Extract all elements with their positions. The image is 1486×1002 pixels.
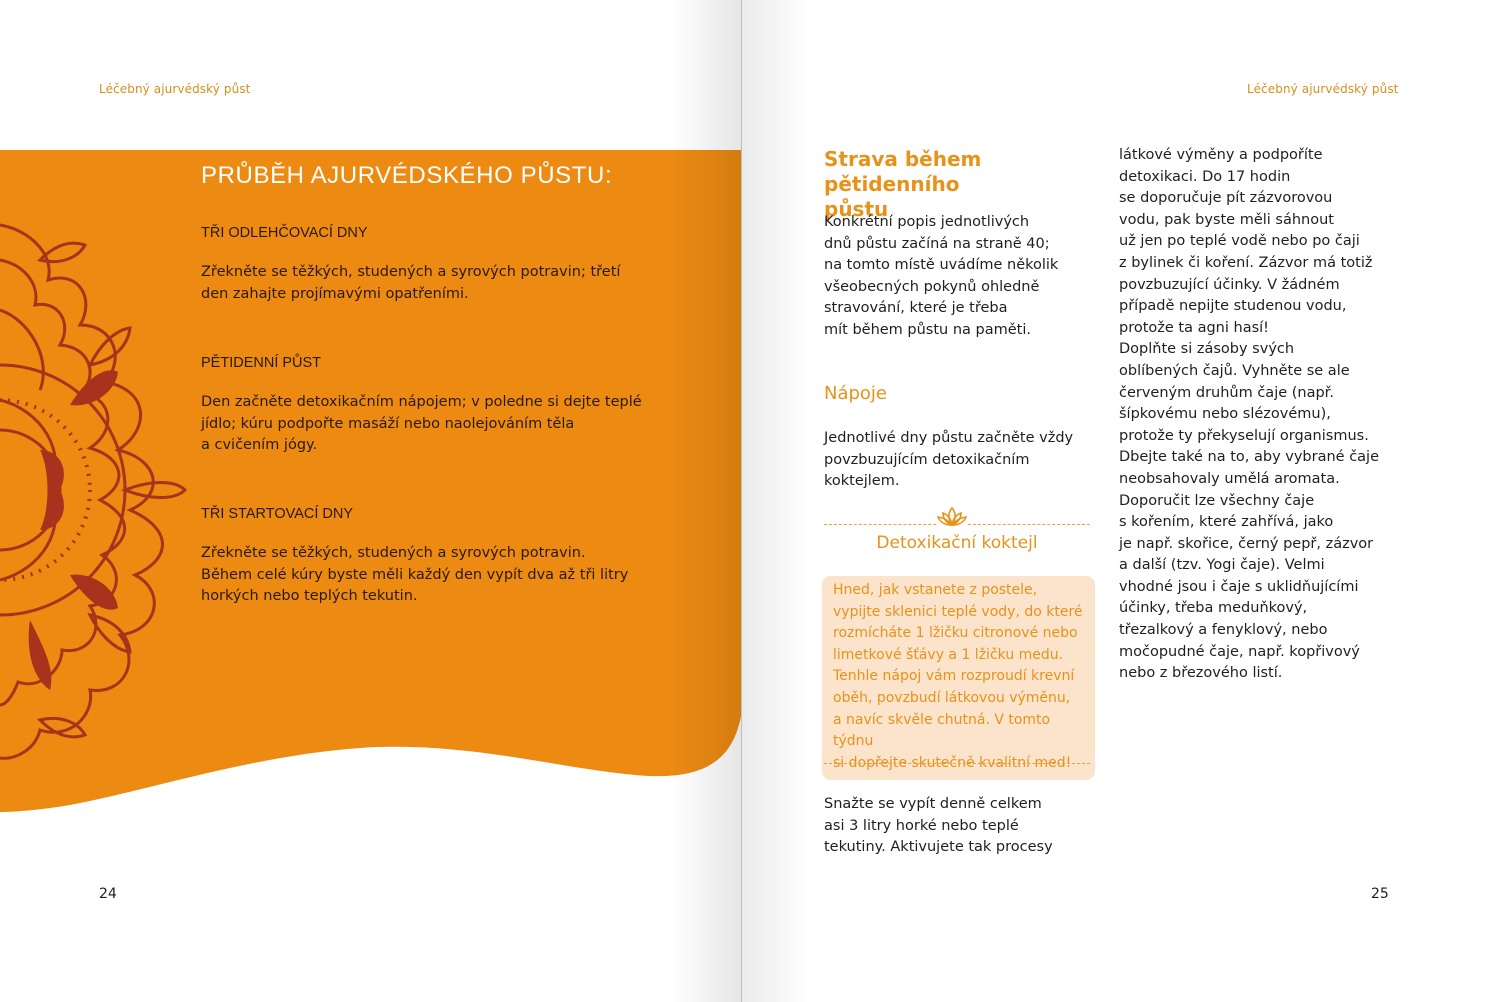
- text-line: neobsahovaly umělá aromata.: [1119, 470, 1340, 487]
- subheading: Nápoje: [824, 383, 888, 404]
- text-line: si dopřejte skutečně kvalitní med!: [833, 754, 1072, 771]
- section-heading: [824, 147, 1104, 222]
- text-line: a cvičením jógy.: [201, 437, 318, 454]
- lotus-icon: [937, 506, 967, 528]
- text-line: oblíbených čajů. Vyhněte se ale: [1119, 362, 1350, 379]
- section-body: [201, 392, 661, 457]
- text-line: Doplňte si zásoby svých: [1119, 341, 1295, 358]
- box-bottom-rule: [824, 763, 1090, 764]
- heading-line: půstu: [824, 197, 889, 221]
- text-line: stravování, které je třeba: [824, 300, 1008, 317]
- page-number-left: 24: [99, 886, 117, 902]
- section-body: [201, 262, 661, 305]
- text-line: na tomto místě uvádíme několik: [824, 257, 1059, 274]
- gutter-shadow: [742, 0, 812, 1002]
- section-heading: TŘI STARTOVACÍ DNY: [201, 506, 354, 522]
- running-head-right: Léčebný ajurvédský půst: [1247, 82, 1399, 96]
- text-line: dnů půstu začíná na straně 40;: [824, 235, 1050, 252]
- text-line: nebo z březového listí.: [1119, 665, 1283, 682]
- text-line: vodu, pak byste měli sáhnout: [1119, 211, 1334, 228]
- text-line: asi 3 litry horké nebo teplé: [824, 817, 1019, 834]
- box-body: [822, 576, 1095, 780]
- right-page: [742, 0, 1486, 1002]
- text-line: jídlo; kúru podpořte masáží nebo naolejováním těla: [201, 415, 575, 432]
- text-line: vhodné jsou i čaje s uklidňujícími: [1119, 578, 1359, 595]
- text-line: protože ty překyselují organismus.: [1119, 427, 1369, 444]
- napoje-paragraph: [824, 428, 1092, 493]
- text-line: oběh, povzbudí látkovou výměnu,: [833, 689, 1071, 706]
- text-line: horkých nebo teplých tekutin.: [201, 588, 418, 605]
- text-line: je např. skořice, černý pepř, zázvor: [1119, 535, 1374, 552]
- text-line: třezalkový a fenyklový, nebo: [1119, 622, 1328, 639]
- running-head-left: Léčebný ajurvédský půst: [99, 82, 251, 96]
- page-number-right: 25: [1371, 886, 1389, 902]
- text-line: a navíc skvěle chutná. V tomto týdnu: [833, 711, 1051, 750]
- text-line: povzbuzující účinky. V žádném: [1119, 276, 1340, 293]
- text-line: už jen po teplé vodě nebo po čaji: [1119, 233, 1360, 250]
- text-line: rozmícháte 1 lžičku citronové nebo: [833, 625, 1078, 642]
- text-line: tekutiny. Aktivujete tak procesy: [824, 839, 1053, 856]
- text-line: detoxikaci. Do 17 hodin: [1119, 168, 1291, 185]
- section-heading: TŘI ODLEHČOVACÍ DNY: [201, 225, 368, 241]
- text-line: účinky, třeba meduňkový,: [1119, 600, 1308, 617]
- text-line: Zřekněte se těžkých, studených a syrových potravin.: [201, 545, 586, 561]
- text-line: Den začněte detoxikačním nápojem; v poledne si dejte teplé: [201, 394, 642, 410]
- text-line: Doporučit lze všechny čaje: [1119, 492, 1315, 509]
- text-line: všeobecných pokynů ohledně: [824, 278, 1040, 295]
- section-heading: PĚTIDENNÍ PŮST: [201, 355, 322, 371]
- text-line: Během celé kúry byste měli každý den vypít dva až tři litry: [201, 566, 629, 583]
- text-line: látkové výměny a podpoříte: [1119, 147, 1323, 163]
- text-line: limetkové šťávy a 1 lžičku medu.: [833, 646, 1064, 663]
- text-line: močopudné čaje, např. kopřivový: [1119, 643, 1360, 660]
- panel-title: PRŮBĚH AJURVÉDSKÉHO PŮSTU:: [201, 162, 613, 189]
- text-line: šípkovému nebo slézovému),: [1119, 406, 1331, 423]
- text-line: s kořením, které zahřívá, jako: [1119, 514, 1334, 531]
- left-page: [0, 0, 742, 1002]
- text-line: Jednotlivé dny půstu začněte vždy: [824, 430, 1074, 446]
- section-body: [201, 543, 661, 608]
- text-line: případě nepijte studenou vodu,: [1119, 298, 1347, 315]
- text-line: Zřekněte se těžkých, studených a syrových potravin; třetí: [201, 264, 621, 280]
- column-2-text: [1119, 145, 1409, 685]
- after-box-paragraph: [824, 794, 1124, 859]
- section-2: [201, 355, 661, 457]
- section-1: [201, 225, 661, 305]
- text-line: Dbejte také na to, aby vybrané čaje: [1119, 449, 1379, 466]
- text-line: mít během půstu na paměti.: [824, 321, 1031, 338]
- box-title: Detoxikační koktejl: [876, 533, 1038, 553]
- heading-line: Strava během pětidenního: [824, 147, 982, 196]
- section-3: [201, 506, 661, 608]
- text-line: a další (tzv. Yogi čaje). Velmi: [1119, 557, 1325, 574]
- text-line: protože ta agni hasí!: [1119, 319, 1269, 336]
- intro-paragraph: [824, 212, 1092, 342]
- text-line: den zahajte projímavými opatřeními.: [201, 285, 469, 302]
- text-line: vypijte sklenici teplé vody, do které: [833, 603, 1083, 620]
- text-line: Tenhle nápoj vám rozproudí krevní: [833, 668, 1075, 685]
- text-line: Snažte se vypít denně celkem: [824, 796, 1042, 812]
- text-line: Hned, jak vstanete z postele,: [833, 582, 1038, 598]
- text-line: povzbuzujícím detoxikačním: [824, 451, 1030, 468]
- text-line: Konkrétní popis jednotlivých: [824, 214, 1030, 230]
- text-line: koktejlem.: [824, 473, 900, 490]
- text-line: z bylinek či koření. Zázvor má totiž: [1119, 254, 1373, 271]
- text-line: se doporučuje pít zázvorovou: [1119, 190, 1333, 207]
- text-line: červeným druhům čaje (např.: [1119, 384, 1334, 401]
